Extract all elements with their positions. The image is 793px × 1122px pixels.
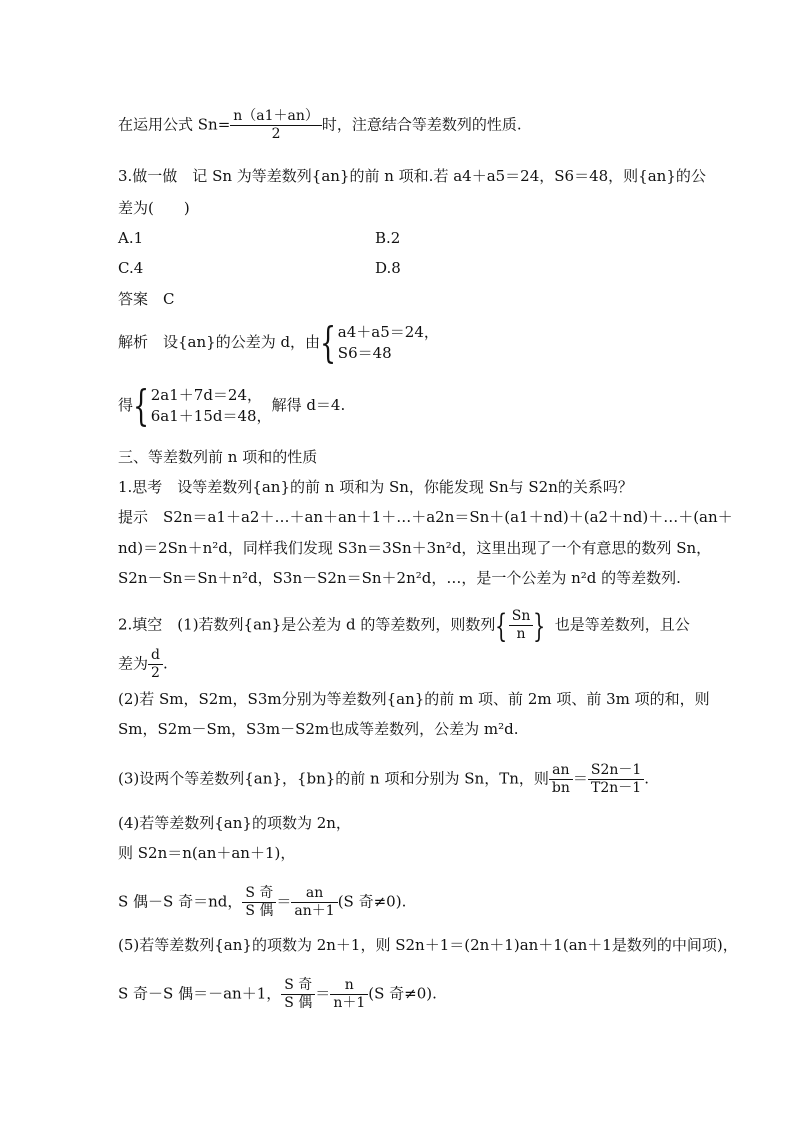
derivation (118, 381, 346, 430)
fraction-numerator: d (151, 647, 160, 663)
fraction-numerator: an (552, 762, 570, 778)
equation-2: S6＝48 (337, 344, 392, 362)
fraction-denominator: S 偶 (242, 902, 276, 920)
note-text-end: 时，注意结合等差数列的性质. (321, 115, 522, 134)
fill-text: 差为 (118, 654, 149, 673)
fill-in-1 (118, 608, 690, 643)
property-text-end: (S 奇≠0). (337, 892, 407, 911)
property-text: S 偶－S 奇＝nd， (118, 892, 243, 911)
fraction-numerator: S 奇 (284, 977, 313, 993)
fill-in-1-line2 (118, 647, 168, 682)
s-over-t-fraction (588, 762, 644, 797)
option-d: D.8 (375, 259, 401, 277)
think-question: 1.思考 设等差数列{an}的前 n 项和为 Sn，你能发现 Sn与 S2n的关系吗？ (118, 478, 633, 496)
property-2-line1: (2)若 Sm，S2m，S3m分别为等差数列{an}的前 m 项、前 2m 项、前 3m 项的和，则 (118, 690, 710, 708)
property-text: S 奇－S 偶＝－an＋1， (118, 984, 282, 1003)
question-3-line2: 差为( ) (118, 199, 190, 217)
fraction-denominator: S 偶 (281, 994, 315, 1012)
section-heading: 三、等差数列前 n 项和的性质 (118, 448, 318, 466)
fraction-numerator: an (305, 885, 324, 901)
fraction-numerator: Sn (511, 608, 531, 624)
an-over-an1-fraction (291, 885, 337, 920)
option-b: B.2 (375, 229, 401, 247)
equation-1: 2a1＋7d＝24， (150, 386, 263, 404)
note-text: 在运用公式 S (118, 115, 209, 134)
fraction-denominator: n＋1 (330, 994, 368, 1012)
fill-text-end: 也是等差数列，且公 (554, 615, 690, 634)
question-3-line1: 3.做一做 记 Sn 为等差数列{an}的前 n 项和.若 a4＋a5＝24，S6＝48，则{an}的公 (118, 167, 706, 185)
s-odd-over-s-even-fraction (242, 885, 276, 920)
brace-close-icon: } (533, 606, 546, 645)
fraction-denominator: 2 (148, 664, 163, 682)
brace-icon: { (133, 381, 150, 430)
d-over-2-fraction (148, 647, 163, 682)
equals-sign: ＝ (315, 984, 331, 1003)
property-text-end: (S 奇≠0). (368, 984, 437, 1003)
property-4-line1: (4)若等差数列{an}的项数为 2n， (118, 814, 351, 832)
an-over-bn-fraction (549, 762, 573, 797)
fraction-denominator: bn (549, 779, 573, 797)
property-4-line3 (118, 885, 406, 920)
s-odd-over-s-even-fraction (281, 977, 315, 1012)
fraction-denominator: 2 (230, 125, 322, 143)
property-2-line2: Sm，S2m－Sm，S3m－S2m也成等差数列，公差为 m²d. (118, 720, 519, 738)
answer: 答案 C (118, 290, 175, 308)
equation-system (151, 385, 272, 427)
fraction-numerator: S2n－1 (590, 762, 642, 778)
n-over-n1-fraction (330, 977, 368, 1012)
property-3 (118, 762, 649, 797)
property-5-line2 (118, 977, 437, 1012)
equation-2: 6a1＋15d＝48， (150, 407, 272, 425)
sn-over-n-fraction (509, 608, 534, 643)
derivation-text: 得 (118, 396, 134, 414)
brace-icon: { (495, 606, 508, 645)
analysis-text: 解析 设{an}的公差为 d，由 (118, 333, 321, 351)
fill-text-end: . (162, 654, 168, 673)
formula-note (118, 108, 522, 143)
fraction-numerator: S 奇 (245, 885, 274, 901)
equals-sign: ＝ (276, 892, 292, 911)
fraction-denominator: an＋1 (291, 902, 337, 920)
equation-system (338, 322, 439, 364)
option-c: C.4 (118, 259, 144, 277)
fill-text: 2.填空 (1)若数列{an}是公差为 d 的等差数列，则数列 (118, 615, 496, 634)
fraction-numerator: n（a1＋an） (233, 108, 319, 124)
fraction-denominator: T2n－1 (588, 779, 644, 797)
fraction-denominator: n (509, 625, 534, 643)
sum-formula-fraction (230, 108, 322, 143)
property-5-line1: (5)若等差数列{an}的项数为 2n＋1，则 S2n＋1＝(2n＋1)an＋1(an＋1是数列的中间项)， (118, 936, 738, 954)
fraction-numerator: n (344, 977, 354, 993)
hint-line3: S2n－Sn＝Sn＋n²d，S3n－S2n＝Sn＋2n²d，…，是一个公差为 n²d 的等差数列. (118, 569, 681, 587)
analysis (118, 318, 439, 367)
hint-line1: 提示 S2n＝a1＋a2＋…＋an＋an＋1＋…＋a2n＝Sn＋(a1＋nd)＋(a2＋nd)＋…＋(an＋ (118, 508, 733, 526)
equals-sign: ＝ (572, 769, 588, 788)
equation-1: a4＋a5＝24， (337, 323, 439, 341)
property-text-end: . (644, 769, 650, 788)
property-text: (3)设两个等差数列{an}，{bn}的前 n 项和分别为 Sn，Tn，则 (118, 769, 549, 788)
hint-line2: nd)＝2Sn＋n²d，同样我们发现 S3n＝3Sn＋3n²d，这里出现了一个有意思的数列 Sn， (118, 539, 712, 557)
property-4-line2: 则 S2n＝n(an＋an＋1)， (118, 844, 296, 862)
option-a: A.1 (118, 229, 144, 247)
note-eq: n= (208, 115, 231, 134)
brace-icon: { (320, 318, 337, 367)
derivation-result: 解得 d＝4. (271, 396, 346, 414)
